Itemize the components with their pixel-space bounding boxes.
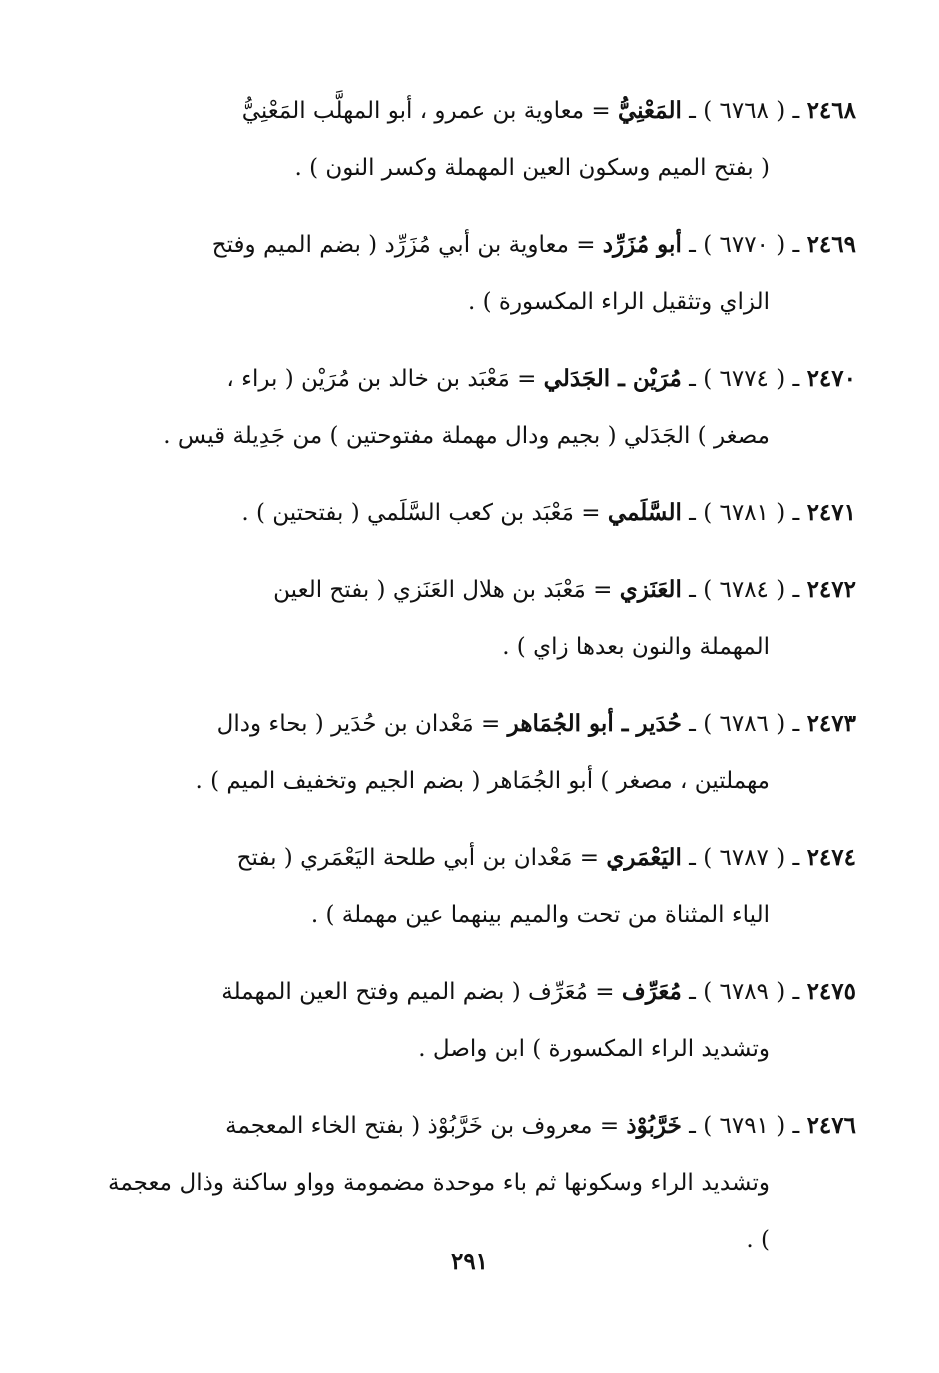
page-number: ٢٩١ — [450, 1248, 489, 1275]
entry-continuation: الزاي وتثقيل الراء المكسورة ) . — [467, 289, 770, 315]
entry-text: = مُعَرِّف ( بضم الميم وفتح العين المهملة — [221, 979, 615, 1005]
entry-ref: ـ ( ٦٧٨١ ) ـ — [689, 500, 800, 526]
entry-text: = معاوية بن أبي مُزَرِّد ( بضم الميم وفتح — [211, 232, 596, 258]
entry-2472 — [108, 561, 856, 676]
entry-keyword: أبو مُزَرِّد — [602, 231, 682, 258]
entry-continuation: وتشديد الراء المكسورة ) ابن واصل . — [418, 1036, 770, 1062]
entry-text: = مَعْبَد بن هلال العَنَزي ( بفتح العين — [273, 577, 613, 603]
entry-number: ٢٤٧٥ — [806, 978, 856, 1005]
entry-ref: ـ ( ٦٧٨٤ ) ـ — [689, 577, 800, 603]
entry-ref: ـ ( ٦٧٦٨ ) ـ — [689, 98, 800, 124]
entry-keyword: مُرَيْن ـ الجَدَلي — [543, 365, 682, 392]
entry-ref: ـ ( ٦٧٧٠ ) ـ — [689, 232, 800, 258]
entry-ref: ـ ( ٦٧٨٦ ) ـ — [689, 711, 800, 737]
entry-continuation: ( بفتح الميم وسكون العين المهملة وكسر النون ) . — [294, 155, 770, 181]
entry-continuation: الياء المثناة من تحت والميم بينهما عين مهملة ) . — [310, 902, 770, 928]
entry-2471 — [108, 484, 856, 542]
entry-text: = مَعْدان بن أبي طلحة اليَعْمَري ( بفتح — [236, 845, 600, 871]
entry-list — [108, 82, 856, 1288]
entry-keyword: خَرَّبُوْذ — [626, 1112, 682, 1139]
entry-text: = مَعْبَد بن كعب السَّلَمي ( بفتحتين ) . — [241, 500, 601, 526]
entry-continuation: وتشديد الراء وسكونها ثم باء موحدة مضمومة وواو ساكنة وذال معجمة ) . — [108, 1170, 770, 1253]
entry-2470 — [108, 350, 856, 465]
entry-number: ٢٤٦٩ — [806, 231, 856, 258]
entry-text: = معروف بن خَرَّبُوْذ ( بفتح الخاء المعجمة — [225, 1113, 620, 1139]
entry-2469 — [108, 216, 856, 331]
entry-keyword: السَّلَمي — [607, 499, 682, 526]
entry-continuation: مهملتين ، مصغر ) أبو الجُمَاهر ( بضم الجيم وتخفيف الميم ) . — [195, 768, 770, 794]
entry-2473 — [108, 695, 856, 810]
entry-keyword: مُعَرِّف — [621, 978, 682, 1005]
entry-ref: ـ ( ٦٧٧٤ ) ـ — [689, 366, 800, 392]
entry-number: ٢٤٧٦ — [806, 1112, 856, 1139]
entry-ref: ـ ( ٦٧٩١ ) ـ — [689, 1113, 800, 1139]
entry-keyword: العَنَزي — [619, 576, 682, 603]
entry-number: ٢٤٧٣ — [806, 710, 856, 737]
entry-continuation: المهملة والنون بعدها زاي ) . — [502, 634, 770, 660]
entry-ref: ـ ( ٦٧٨٧ ) ـ — [689, 845, 800, 871]
entry-text: = مَعْبَد بن خالد بن مُرَيْن ( براء ، — [226, 366, 537, 392]
entry-text: = مَعْدان بن حُدَير ( بحاء ودال — [216, 711, 501, 737]
entry-2476 — [108, 1097, 856, 1269]
entry-number: ٢٤٧٠ — [806, 365, 856, 392]
entry-2468 — [108, 82, 856, 197]
entry-number: ٢٤٦٨ — [806, 97, 856, 124]
entry-number: ٢٤٧٤ — [806, 844, 856, 871]
entry-keyword: المَعْنِيُّ — [617, 97, 682, 124]
entry-continuation: مصغر ) الجَدَلي ( بجيم ودال مهملة مفتوحتين ) من جَدِيلة قيس . — [163, 423, 770, 449]
entry-text: = معاوية بن عمرو ، أبو المهلَّب المَعْنِيُّ — [241, 98, 611, 124]
entry-number: ٢٤٧٢ — [806, 576, 856, 603]
entry-keyword: حُدَير ـ أبو الجُمَاهر — [507, 710, 682, 737]
entry-keyword: اليَعْمَري — [606, 844, 682, 871]
entry-2474 — [108, 829, 856, 944]
entry-2475 — [108, 963, 856, 1078]
entry-number: ٢٤٧١ — [806, 499, 856, 526]
entry-ref: ـ ( ٦٧٨٩ ) ـ — [689, 979, 800, 1005]
